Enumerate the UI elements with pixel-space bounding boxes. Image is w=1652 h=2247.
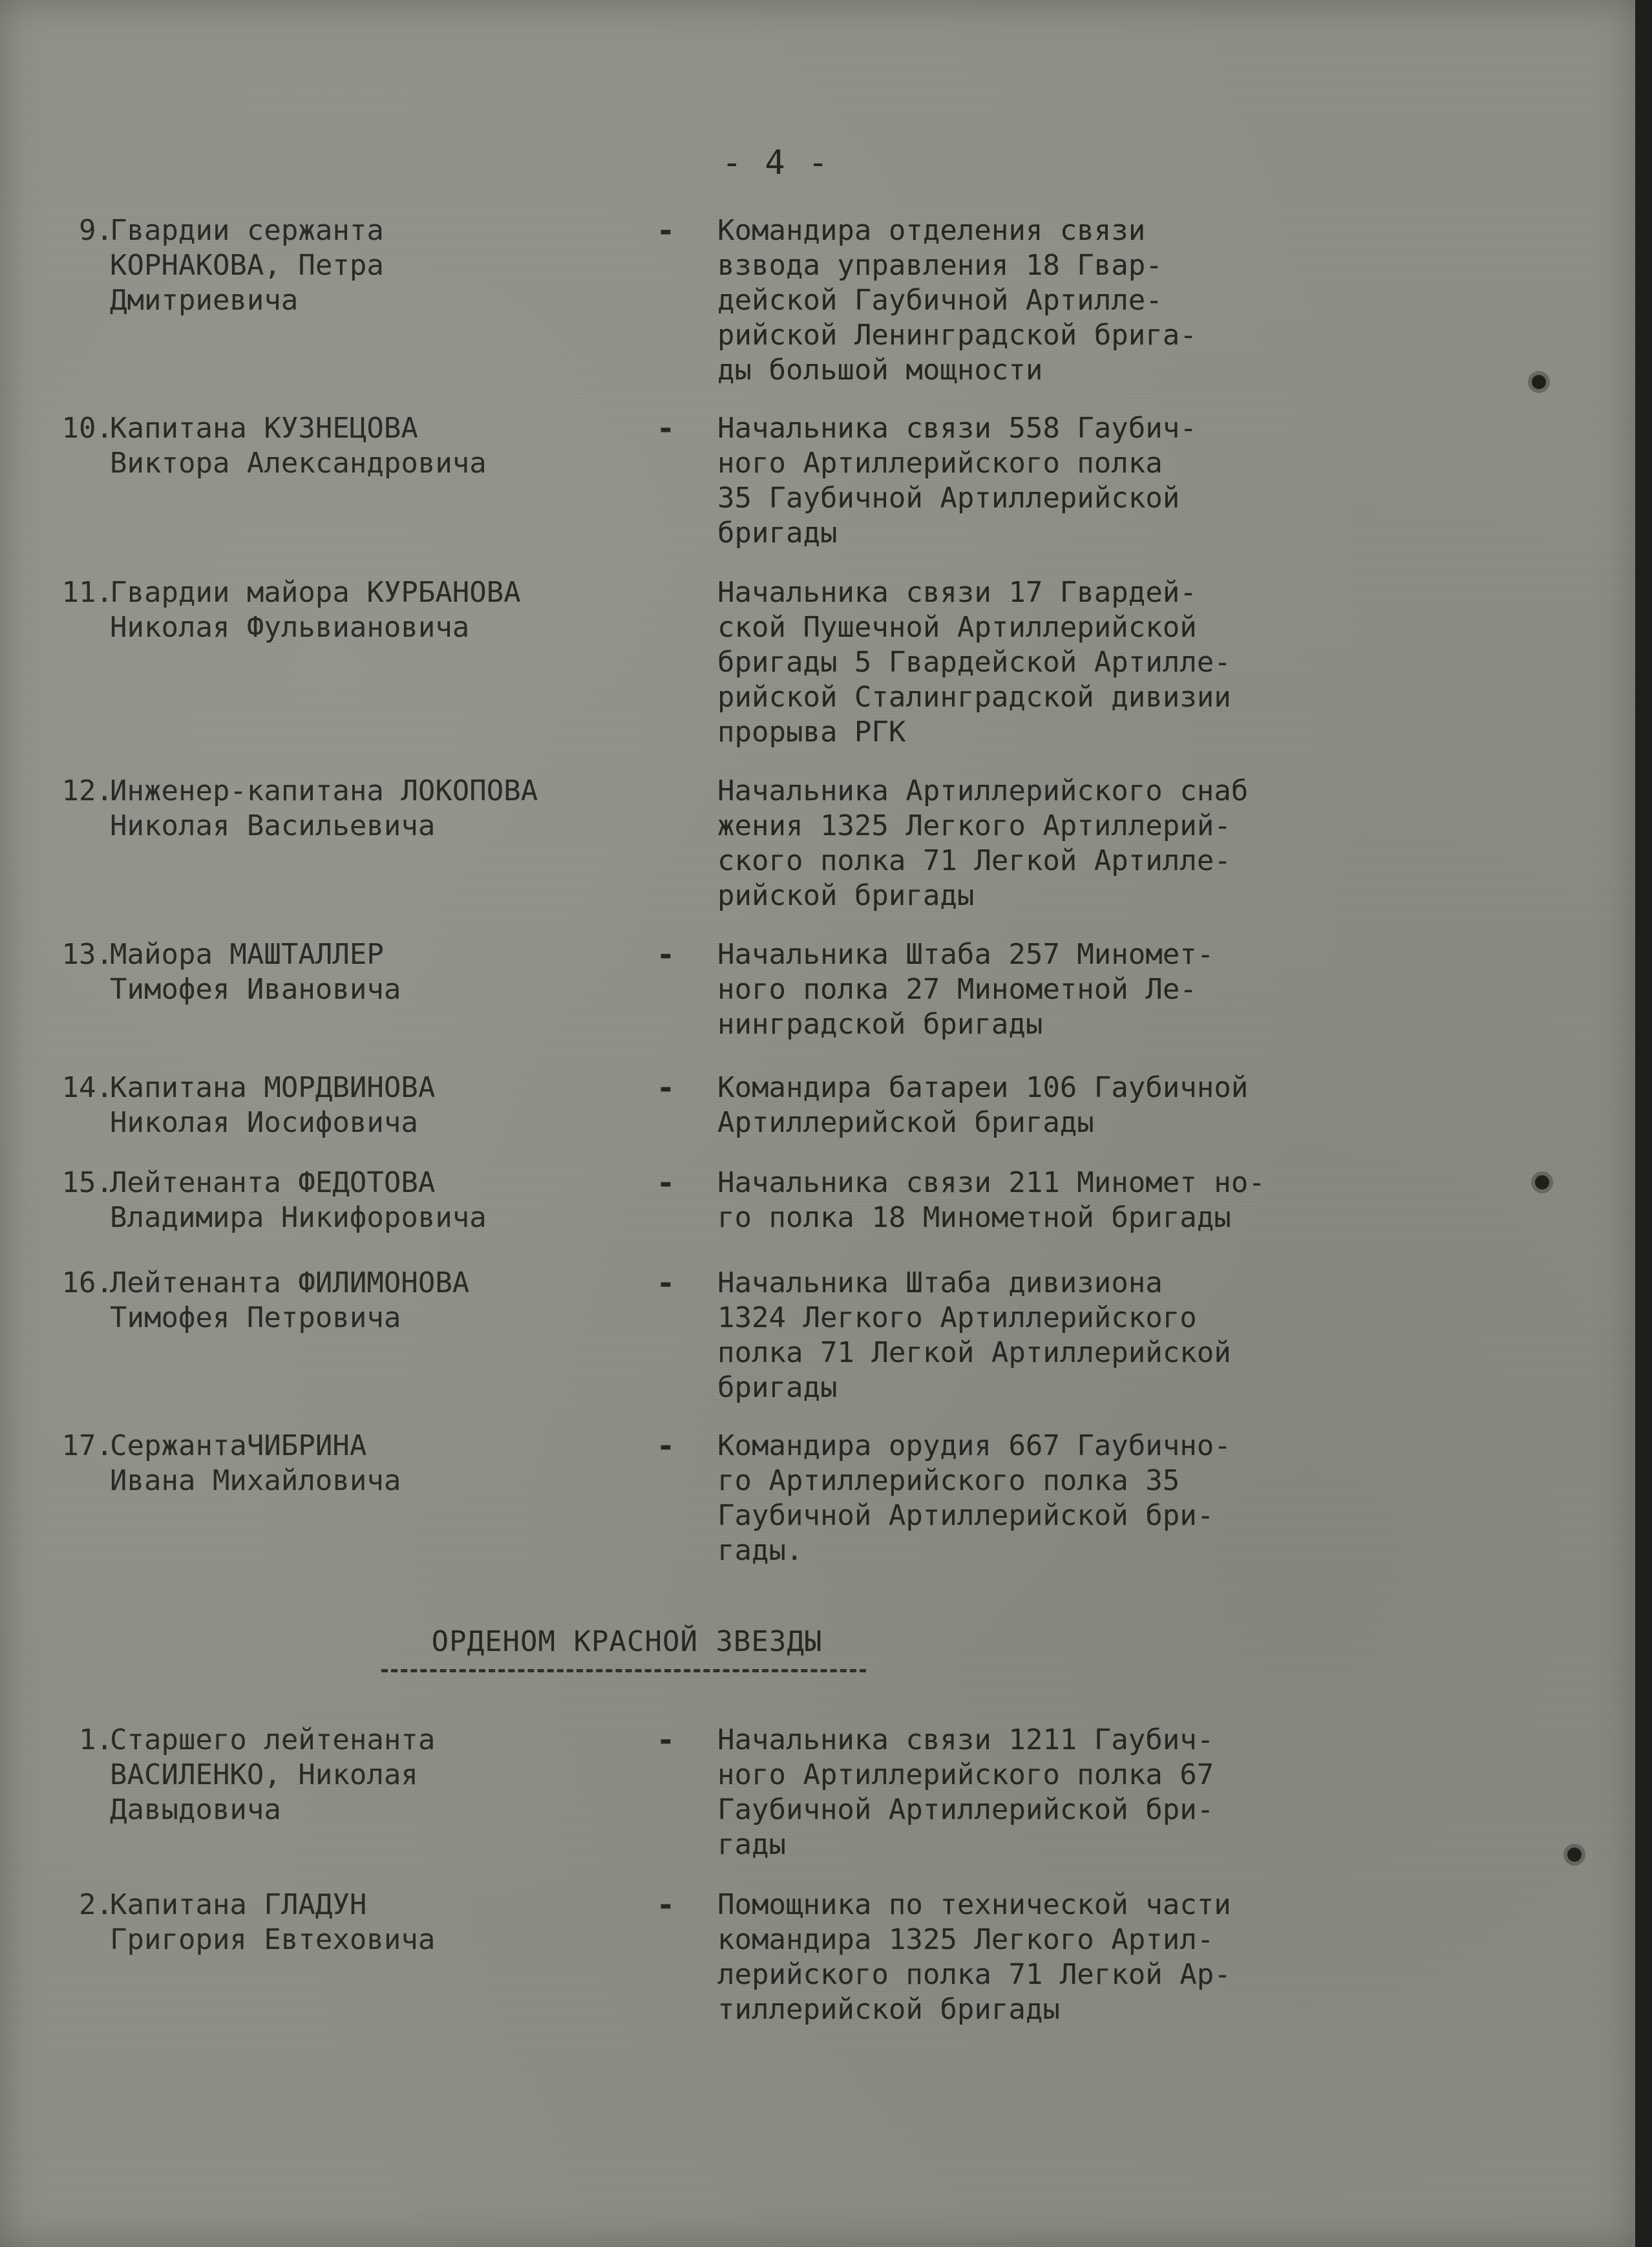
awardee-name: Майора МАШТАЛЛЕР Тимофея Ивановича — [110, 938, 401, 1006]
entry-number: 13. — [61, 938, 113, 971]
awardee-position: Начальника связи 211 Миномет но- го полка 18 Минометной бригады — [717, 1166, 1265, 1234]
awardee-position: Начальника связи 1211 Гаубич- ного Артиллерийского полка 67 Гаубичной Артиллерийской бри- гады — [717, 1723, 1214, 1861]
separator-dash: - — [656, 1428, 675, 1464]
entry-number: 9. — [79, 214, 113, 247]
entry-number: 15. — [61, 1166, 113, 1199]
entry-number: 11. — [61, 576, 113, 609]
awardee-name: Инженер-капитана ЛОКОПОВА Николая Васильевича — [110, 774, 538, 842]
awardee-name: Гвардии майора КУРБАНОВА Николая Фульвиановича — [110, 576, 521, 644]
awardee-position: Начальника связи 558 Гаубич- ного Артиллерийского полка 35 Гаубичной Артиллерийской бригады — [717, 412, 1197, 549]
entry-number: 10. — [61, 412, 113, 445]
awardee-position: Командира батареи 106 Гаубичной Артиллерийской бригады — [717, 1071, 1249, 1139]
entry-number: 16. — [61, 1266, 113, 1299]
separator-dash: - — [656, 1265, 675, 1301]
awardee-position: Начальника Артиллерийского снаб жения 1325 Легкого Артиллерий- ского полка 71 Легкой Артилле- рийской бригады — [717, 774, 1249, 912]
entry-number: 1. — [79, 1723, 113, 1756]
awardee-name: СержантаЧИБРИНА Ивана Михайловича — [110, 1429, 401, 1497]
awardee-position: Командира отделения связи взвода управления 18 Гвар- дейской Гаубичной Артилле- рийской Ленинградской брига- ды большой мощности — [717, 214, 1197, 387]
separator-dash: - — [656, 937, 675, 973]
page-number: - 4 - — [721, 144, 830, 182]
entry-number: 17. — [61, 1429, 113, 1462]
awardee-name: Старшего лейтенанта ВАСИЛЕНКО, Николая Давыдовича — [110, 1723, 436, 1826]
awardee-name: Капитана МОРДВИНОВА Николая Иосифовича — [110, 1071, 436, 1139]
awardee-name: Лейтенанта ФЕДОТОВА Владимира Никифоровича — [110, 1166, 487, 1234]
punch-hole-icon — [1567, 1848, 1582, 1862]
awardee-name: Гвардии сержанта КОРНАКОВА, Петра Дмитриевича — [110, 214, 384, 317]
punch-hole-icon — [1535, 1175, 1549, 1189]
awardee-name: Лейтенанта ФИЛИМОНОВА Тимофея Петровича — [110, 1266, 470, 1334]
awardee-position: Командира орудия 667 Гаубично- го Артиллерийского полка 35 Гаубичной Артиллерийской бри- гады. — [717, 1429, 1231, 1567]
separator-dash: - — [656, 213, 675, 249]
awardee-position: Начальника Штаба дивизиона 1324 Легкого Артиллерийского полка 71 Легкой Артиллерийской бригады — [717, 1266, 1231, 1404]
awardee-name: Капитана КУЗНЕЦОВА Виктора Александровича — [110, 412, 487, 480]
awardee-position: Помощника по технической части командира 1325 Легкого Артил- лерийского полка 71 Легкой Ар- тиллерийской бригады — [717, 1888, 1231, 2026]
separator-dash: - — [656, 1070, 675, 1106]
awardee-position: Начальника Штаба 257 Миномет- ного полка 27 Минометной Ле- нинградской бригады — [717, 938, 1214, 1041]
punch-hole-icon — [1532, 375, 1546, 389]
entry-number: 2. — [79, 1888, 113, 1921]
separator-dash: - — [656, 410, 675, 447]
entry-number: 12. — [61, 774, 113, 807]
separator-dash: - — [656, 1722, 675, 1758]
section-heading: ОРДЕНОМ КРАСНОЙ ЗВЕЗДЫ — [431, 1625, 823, 1658]
awardee-position: Начальника связи 17 Гвардей- ской Пушечной Артиллерийской бригады 5 Гвардейской Артилле- рийской Сталинградской дивизии прорыва РГК — [717, 576, 1231, 749]
awardee-name: Капитана ГЛАДУН Григория Евтеховича — [110, 1888, 436, 1956]
separator-dash: - — [656, 1165, 675, 1201]
section-underline — [381, 1669, 866, 1672]
entry-number: 14. — [61, 1071, 113, 1104]
separator-dash: - — [656, 1887, 675, 1923]
